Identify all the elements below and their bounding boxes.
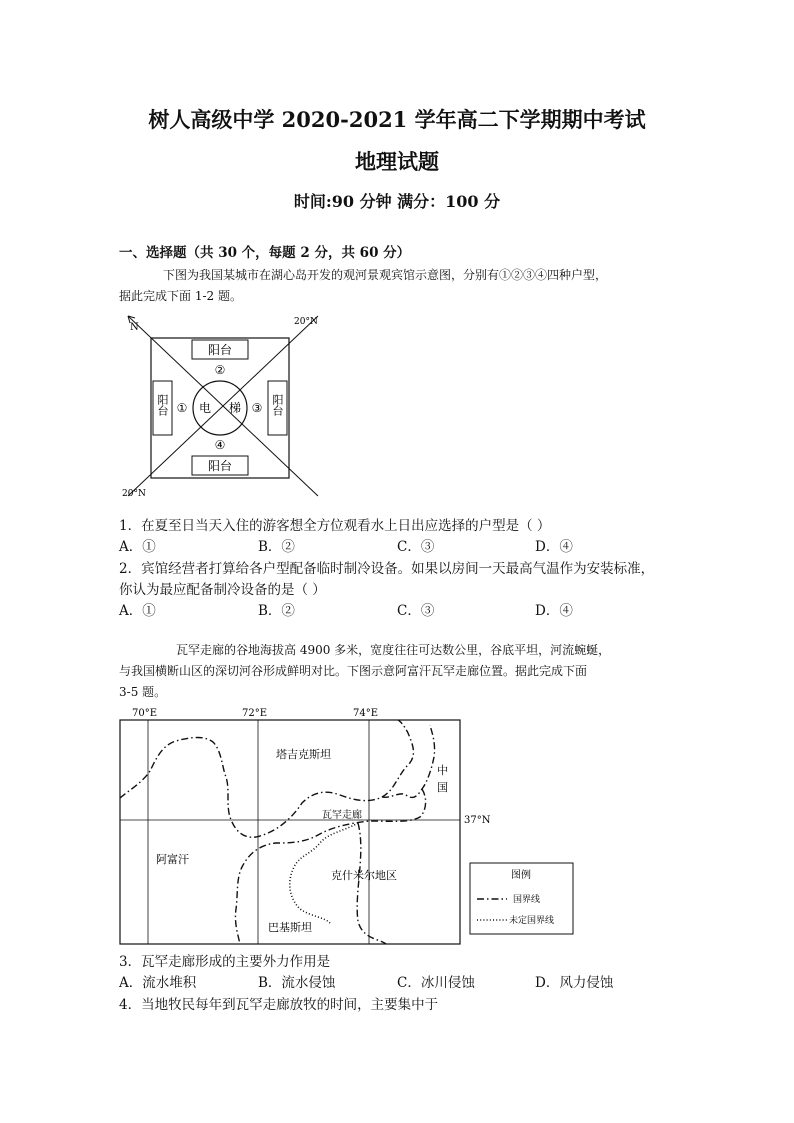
balcony-bottom-label: 阳台 xyxy=(207,459,233,473)
lat-label-sw: 20°N xyxy=(122,489,146,499)
q1-option-a: A．① xyxy=(119,539,156,555)
hotel-layout-figure xyxy=(118,310,328,502)
q2-option-a: A．① xyxy=(119,603,156,619)
label-wakhan: 瓦罕走廊 xyxy=(322,810,362,821)
q3-option-a: A．流水堆积 xyxy=(119,975,197,991)
legend-title: 图例 xyxy=(511,870,531,881)
elevator-label-2: 梯 xyxy=(228,401,242,415)
unit-4-label: ④ xyxy=(214,438,226,452)
q2-option-b: B．② xyxy=(258,603,295,619)
balcony-right-label: 阳台 xyxy=(271,394,284,416)
q3-option-c: C．冰川侵蚀 xyxy=(397,975,475,991)
lat-label-ne: 20°N xyxy=(294,317,318,327)
q1-option-c: C．③ xyxy=(397,539,435,555)
label-china-2: 国 xyxy=(437,781,448,794)
q2-stem-line2: 你认为最应配备制冷设备的是（ ） xyxy=(119,582,326,598)
label-afghanistan: 阿富汗 xyxy=(156,853,189,866)
q2-stem-line1: 2．宾馆经营者打算给各户型配备临时制冷设备。如果以房间一天最高气温作为安装标准， xyxy=(119,561,655,577)
balcony-left-label: 阳台 xyxy=(156,394,169,416)
group2-intro-line2: 与我国横断山区的深切河谷形成鲜明对比。下图示意阿富汗瓦罕走廊位置。据此完成下面 xyxy=(119,664,588,678)
lon-74-label: 74°E xyxy=(353,708,379,719)
label-china-1: 中 xyxy=(437,764,448,777)
q1-option-b: B．② xyxy=(258,539,295,555)
group2-intro-line1: 瓦罕走廊的谷地海拔高 4900 多米，宽度往往可达数公里，谷底平坦，河流蜿蜒， xyxy=(176,643,611,657)
legend-undefined-label: 未定国界线 xyxy=(509,916,555,926)
q1-option-d: D．④ xyxy=(535,539,573,555)
legend-border-label: 国界线 xyxy=(513,895,541,905)
lon-70-label: 70°E xyxy=(132,708,158,719)
unit-3-label: ③ xyxy=(251,401,263,415)
q4-stem: 4．当地牧民每年到瓦罕走廊放牧的时间，主要集中于 xyxy=(119,997,439,1013)
exam-title: 树人高级中学 2020-2021 学年高二下学期期中考试 xyxy=(148,107,646,132)
exam-meta: 时间:90 分钟 满分：100 分 xyxy=(293,192,501,211)
border-china-tajikistan xyxy=(382,725,435,797)
unit-2-label: ② xyxy=(214,363,226,377)
q3-stem: 3．瓦罕走廊形成的主要外力作用是 xyxy=(119,954,331,970)
lat-37-label: 37°N xyxy=(464,815,491,826)
lon-72-label: 72°E xyxy=(242,708,268,719)
label-kashmir: 克什米尔地区 xyxy=(331,869,397,882)
unit-1-label: ① xyxy=(176,401,188,415)
group1-intro-line2: 据此完成下面 1-2 题。 xyxy=(119,289,242,303)
subject-title: 地理试题 xyxy=(355,149,439,174)
north-label: N xyxy=(130,322,139,333)
q3-option-d: D．风力侵蚀 xyxy=(535,975,614,991)
wakhan-map-figure xyxy=(118,703,498,951)
label-pakistan: 巴基斯坦 xyxy=(268,921,312,934)
map-legend xyxy=(469,862,575,936)
group2-intro-line3: 3-5 题。 xyxy=(119,685,167,699)
balcony-top-label: 阳台 xyxy=(207,343,233,357)
q1-stem: 1．在夏至日当天入住的游客想全方位观看水上日出应选择的户型是（ ） xyxy=(119,518,551,534)
elevator-label-1: 电 xyxy=(198,401,212,415)
q2-option-d: D．④ xyxy=(535,603,573,619)
border-kashmir-east xyxy=(357,823,386,944)
q3-option-b: B．流水侵蚀 xyxy=(258,975,336,991)
label-tajikistan: 塔吉克斯坦 xyxy=(276,748,331,761)
section-heading: 一、选择题（共 30 个，每题 2 分，共 60 分） xyxy=(119,245,411,261)
q2-option-c: C．③ xyxy=(397,603,435,619)
group1-intro-line1: 下图为我国某城市在湖心岛开发的观河景观宾馆示意图，分别有①②③④四种户型， xyxy=(163,268,608,282)
